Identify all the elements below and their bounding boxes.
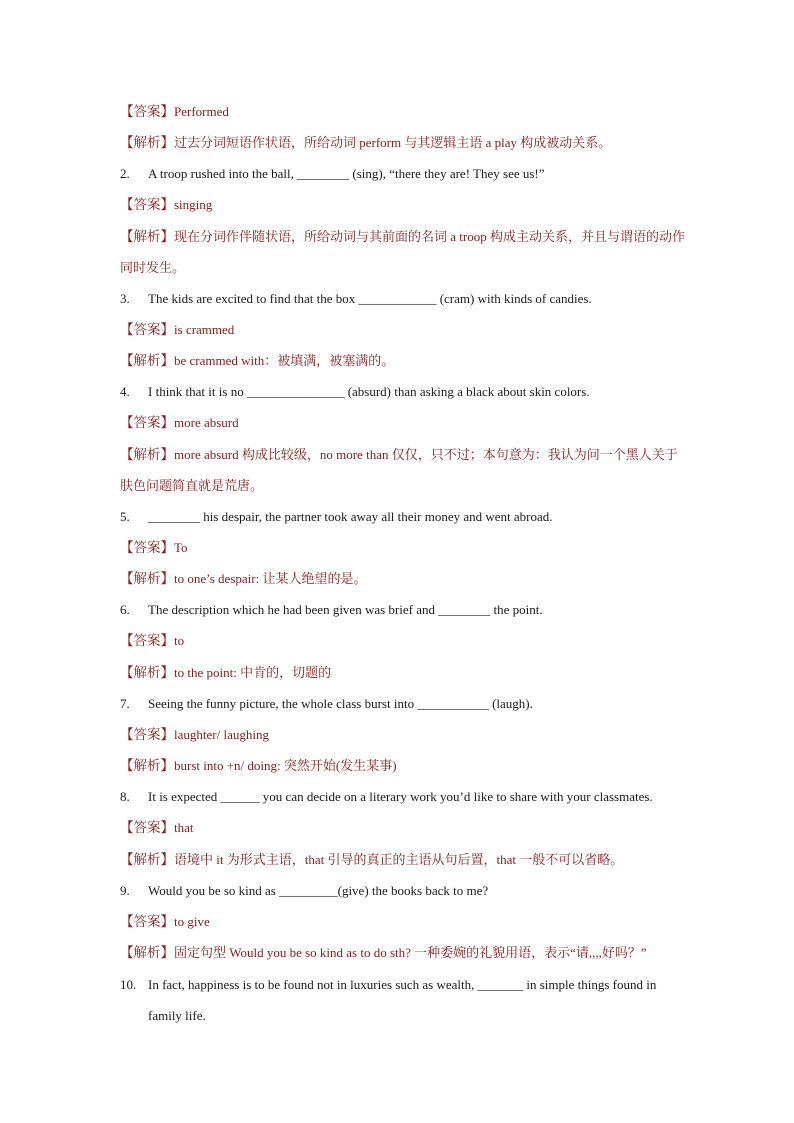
answer-line bbox=[120, 196, 212, 214]
question-number: 6. bbox=[120, 602, 130, 617]
analysis-text: 过去分词短语作状语，所给动词 perform 与其逻辑主语 a play 构成被动关系。 bbox=[174, 135, 612, 150]
answer-text: that bbox=[174, 820, 194, 835]
answer-text: more absurd bbox=[174, 415, 239, 430]
question-text: Would you be so kind as _________(give) the books back to me? bbox=[148, 883, 489, 898]
question-continuation: family life. bbox=[148, 1008, 206, 1023]
question-text: In fact, happiness is to be found not in luxuries such as wealth, _______ in simple things found in bbox=[148, 977, 657, 992]
answer-text: to give bbox=[174, 914, 210, 929]
answer-tag: 【答案】 bbox=[120, 540, 174, 556]
answer-tag: 【答案】 bbox=[120, 914, 174, 930]
analysis-text: 现在分词作伴随状语，所给动词与其前面的名词 a troop 构成主动关系，并且与谓语的动作 bbox=[174, 229, 685, 244]
analysis-tag: 【解析】 bbox=[120, 945, 174, 961]
answer-line bbox=[120, 726, 269, 744]
question-number: 8. bbox=[120, 789, 130, 804]
question-6 bbox=[120, 601, 543, 619]
analysis-line bbox=[120, 757, 397, 775]
question-number: 4. bbox=[120, 384, 130, 399]
analysis-line bbox=[120, 851, 623, 869]
question-number: 7. bbox=[120, 696, 130, 711]
analysis-line bbox=[120, 664, 331, 682]
answer-line bbox=[120, 321, 234, 339]
analysis-line bbox=[120, 134, 611, 152]
analysis-tag: 【解析】 bbox=[120, 665, 174, 681]
question-number: 10. bbox=[120, 977, 137, 992]
analysis-continuation: 同时发生。 bbox=[120, 260, 186, 275]
question-number: 2. bbox=[120, 166, 130, 181]
question-number: 9. bbox=[120, 883, 130, 898]
analysis-line bbox=[120, 570, 366, 588]
question-text: It is expected ______ you can decide on a literary work you’d like to share with your classmates. bbox=[148, 789, 653, 804]
answer-text: to bbox=[174, 633, 185, 648]
question-number: 5. bbox=[120, 509, 130, 524]
analysis-line bbox=[120, 352, 394, 370]
answer-line bbox=[120, 632, 184, 650]
analysis-text: burst into +n/ doing: 突然开始(发生某事) bbox=[174, 758, 397, 773]
question-2 bbox=[120, 165, 545, 183]
answer-tag: 【答案】 bbox=[120, 322, 174, 338]
answer-line bbox=[120, 414, 239, 432]
analysis-tag: 【解析】 bbox=[120, 353, 174, 369]
question-number: 3. bbox=[120, 291, 130, 306]
analysis-continuation: 肤色问题简直就是荒唐。 bbox=[120, 478, 264, 493]
analysis-text: 固定句型 Would you be so kind as to do sth? 一种委婉的礼貌用语，表示“请,,,,好吗？” bbox=[174, 945, 647, 960]
question-text: The description which he had been given was brief and ________ the point. bbox=[148, 602, 543, 617]
answer-tag: 【答案】 bbox=[120, 104, 174, 120]
analysis-line bbox=[120, 944, 647, 962]
analysis-tag: 【解析】 bbox=[120, 135, 174, 151]
analysis-tag: 【解析】 bbox=[120, 229, 174, 245]
analysis-text: be crammed with：被填满，被塞满的。 bbox=[174, 353, 395, 368]
question-4 bbox=[120, 383, 590, 401]
answer-line bbox=[120, 913, 210, 931]
analysis-line bbox=[120, 446, 678, 464]
analysis-text: to one’s despair: 让某人绝望的是。 bbox=[174, 571, 367, 586]
answer-line bbox=[120, 539, 188, 557]
answer-tag: 【答案】 bbox=[120, 633, 174, 649]
question-8 bbox=[120, 788, 653, 806]
answer-text: To bbox=[174, 540, 188, 555]
answer-text: is crammed bbox=[174, 322, 235, 337]
analysis-tag: 【解析】 bbox=[120, 758, 174, 774]
question-text: The kids are excited to find that the box ____________ (cram) with kinds of candies. bbox=[148, 291, 592, 306]
answer-line bbox=[120, 819, 194, 837]
answer-line bbox=[120, 103, 229, 121]
analysis-text: 语境中 it 为形式主语，that 引导的真正的主语从句后置，that 一般不可以省略。 bbox=[174, 852, 624, 867]
analysis-tag: 【解析】 bbox=[120, 571, 174, 587]
answer-text: laughter/ laughing bbox=[174, 727, 269, 742]
answer-tag: 【答案】 bbox=[120, 727, 174, 743]
question-text: ________ his despair, the partner took away all their money and went abroad. bbox=[148, 509, 553, 524]
answer-text: Performed bbox=[174, 104, 229, 119]
answer-tag: 【答案】 bbox=[120, 820, 174, 836]
analysis-text: more absurd 构成比较级，no more than 仅仅，只不过；本句意为：我认为问一个黑人关于 bbox=[174, 447, 678, 462]
analysis-line bbox=[120, 228, 685, 246]
answer-text: singing bbox=[174, 197, 213, 212]
question-7 bbox=[120, 695, 533, 713]
question-5 bbox=[120, 508, 553, 526]
question-3 bbox=[120, 290, 592, 308]
answer-tag: 【答案】 bbox=[120, 415, 174, 431]
analysis-text: to the point: 中肯的，切题的 bbox=[174, 665, 332, 680]
question-text: I think that it is no _______________ (absurd) than asking a black about skin colors. bbox=[148, 384, 590, 399]
question-text: Seeing the funny picture, the whole class burst into ___________ (laugh). bbox=[148, 696, 533, 711]
question-10 bbox=[120, 976, 656, 994]
analysis-tag: 【解析】 bbox=[120, 852, 174, 868]
question-text: A troop rushed into the ball, ________ (sing), “there they are! They see us!” bbox=[148, 166, 545, 181]
analysis-tag: 【解析】 bbox=[120, 447, 174, 463]
question-9 bbox=[120, 882, 488, 900]
answer-tag: 【答案】 bbox=[120, 197, 174, 213]
